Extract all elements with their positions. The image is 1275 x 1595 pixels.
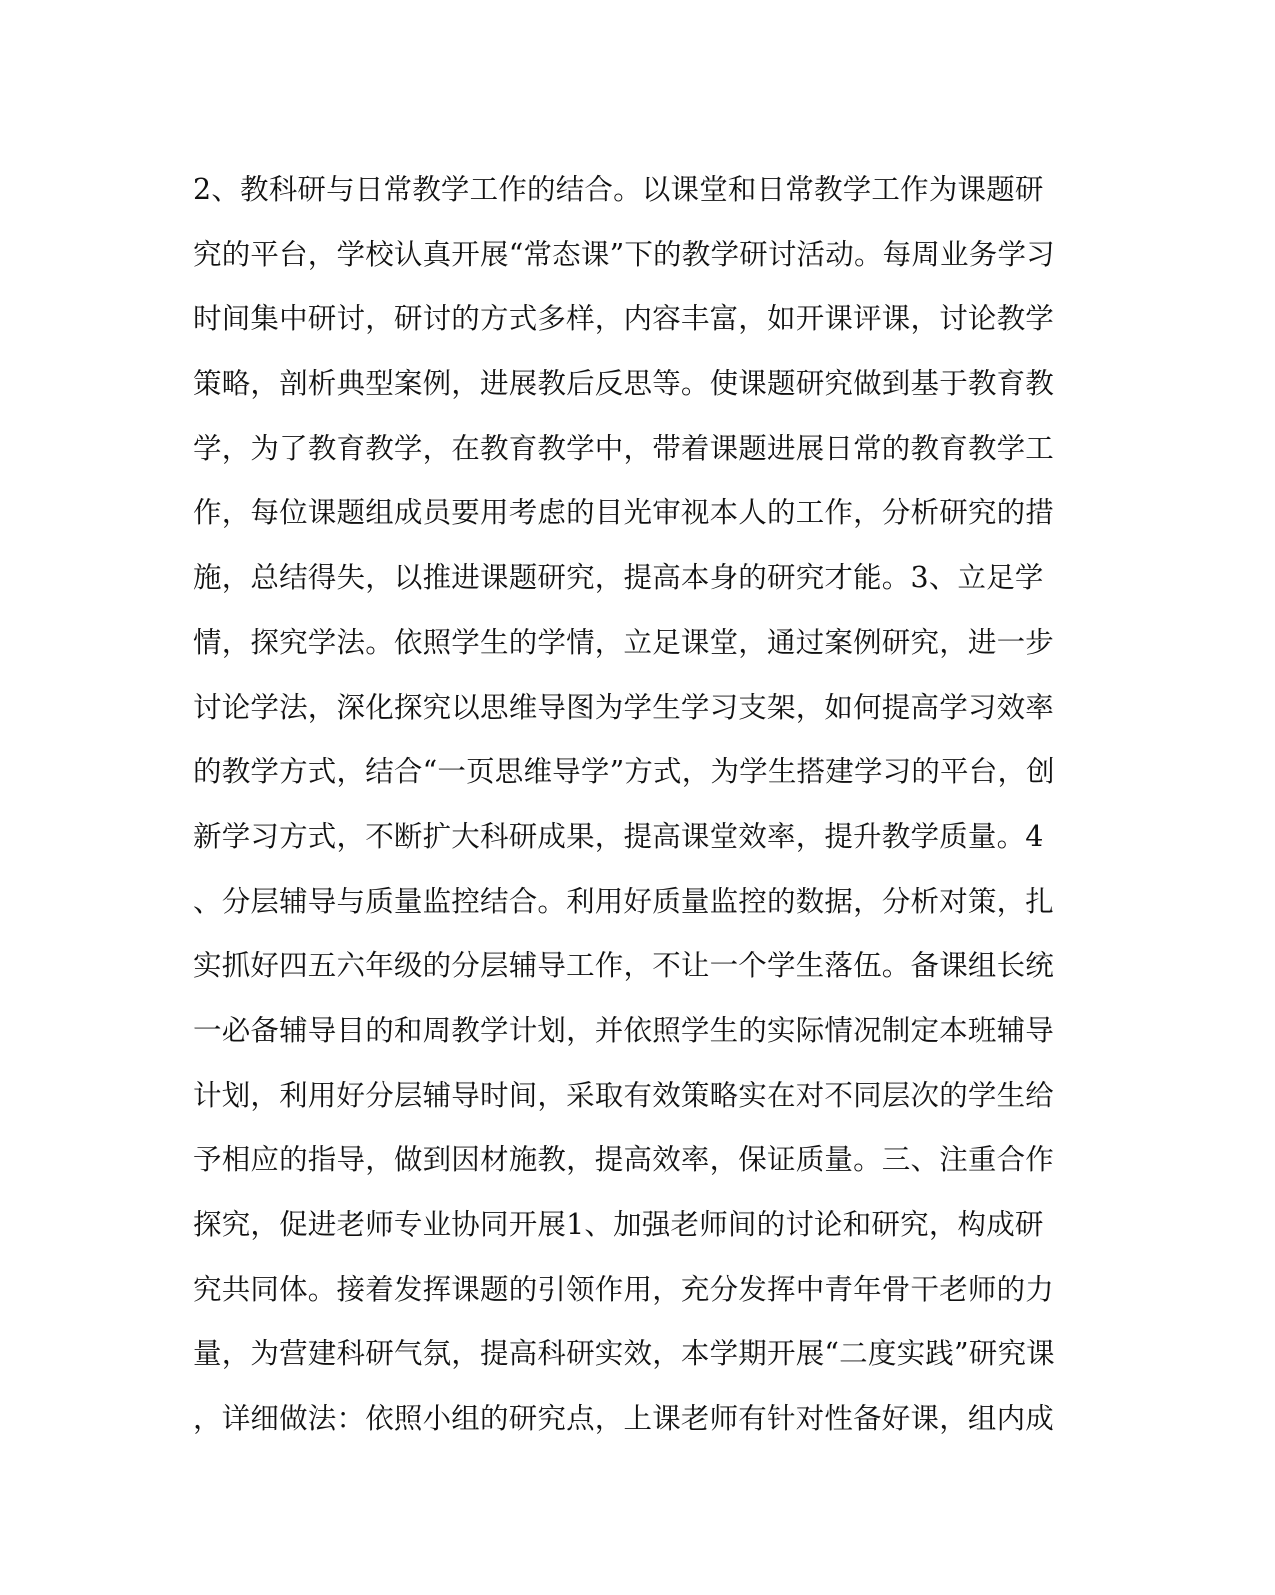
text-line: 的教学方式，结合“一页思维导学”方式，为学生搭建学习的平台，创 — [193, 755, 1055, 789]
text-line: 探究，促进老师专业协同开展1、加强老师间的讨论和研究，构成研 — [193, 1208, 1044, 1241]
text-line: 予相应的指导，做到因材施教，提高效率，保证质量。三、注重合作 — [193, 1143, 1055, 1177]
text-line: 2、教科研与日常教学工作的结合。以课堂和日常教学工作为课题研 — [193, 173, 1044, 206]
text-line: 量，为营建科研气氛，提高科研实效，本学期开展“二度实践”研究课 — [193, 1337, 1055, 1371]
text-line: ，详细做法：依照小组的研究点，上课老师有针对性备好课，组内成 — [193, 1402, 1055, 1436]
text-line: 作，每位课题组成员要用考虑的目光审视本人的工作，分析研究的措 — [193, 496, 1055, 530]
text-line: 究的平台，学校认真开展“常态课”下的教学研讨活动。每周业务学习 — [193, 237, 1055, 271]
text-line: 新学习方式，不断扩大科研成果，提高课堂效率，提升教学质量。4 — [193, 819, 1044, 853]
text-line: 究共同体。接着发挥课题的引领作用，充分发挥中青年骨干老师的力 — [193, 1272, 1055, 1306]
text-line: 一必备辅导目的和周教学计划，并依照学生的实际情况制定本班辅导 — [193, 1013, 1055, 1047]
text-line: 实抓好四五六年级的分层辅导工作，不让一个学生落伍。备课组长统 — [193, 949, 1055, 983]
text-line: 学，为了教育教学，在教育教学中，带着课题进展日常的教育教学工 — [193, 431, 1055, 465]
text-line: 计划，利用好分层辅导时间，采取有效策略实在对不同层次的学生给 — [193, 1078, 1055, 1112]
body-text — [193, 158, 1063, 1452]
text-line: 施，总结得失，以推进课题研究，提高本身的研究才能。3、立足学 — [193, 561, 1044, 595]
text-line: 时间集中研讨，研讨的方式多样，内容丰富，如开课评课，讨论教学 — [193, 302, 1055, 336]
text-line: 情，探究学法。依照学生的学情，立足课堂，通过案例研究，进一步 — [193, 625, 1055, 659]
text-line: 、分层辅导与质量监控结合。利用好质量监控的数据，分析对策，扎 — [193, 884, 1055, 918]
text-line: 策略，剖析典型案例，进展教后反思等。使课题研究做到基于教育教 — [193, 367, 1055, 401]
text-line: 讨论学法，深化探究以思维导图为学生学习支架，如何提高学习效率 — [193, 690, 1055, 724]
